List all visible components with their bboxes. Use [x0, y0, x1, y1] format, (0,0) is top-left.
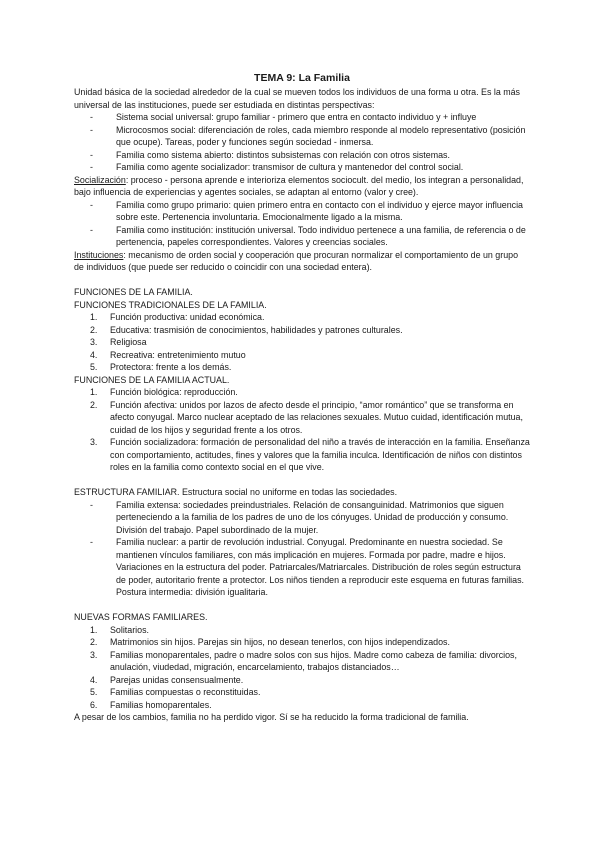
funciones-tradicionales-heading: FUNCIONES TRADICIONALES DE LA FAMILIA. — [74, 299, 267, 310]
list-item: - Familia como agente socializador: transmisor de cultura y mantenedor del control social. — [86, 161, 530, 174]
socializacion-list — [74, 199, 530, 249]
list-item: 1. Función biológica: reproducción. — [90, 387, 238, 397]
list-item: 2. Educativa: trasmisión de conocimientos, habilidades y patrones culturales. — [90, 324, 403, 335]
closing-paragraph: A pesar de los cambios, familia no ha perdido vigor. Sí se ha reducido la forma tradicional de familia. — [74, 712, 469, 722]
list-item: - Familia como institución: institución universal. Todo individuo pertenece a una familia, de referencia o de pertenencia, papeles correspondientes. Valores y creencias sociales. — [86, 224, 530, 249]
spacer — [74, 474, 530, 487]
socializacion-term: Socialización — [74, 174, 126, 185]
socializacion-text: : proceso - persona aprende e interioriza elementos sociocult. del medio, los integran a personalidad, bajo influencia de experiencias y agentes sociales, se adaptan al entorno (valor y cree). — [74, 174, 524, 197]
intro-paragraph: Unidad básica de la sociedad alrededor de la cual se mueven todos los individuos de una forma u otra. Es la más universal de las instituciones, puede ser estudiada en distintas perspectivas: — [74, 87, 520, 110]
list-item: 3. Familias monoparentales, padre o madre solos con sus hijos. Madre como cabeza de familia: divorcios, anulación, viudedad, migración, encarcelamiento, trabajos distanciados… — [90, 649, 517, 672]
list-item: 5. Familias compuestas o reconstituidas. — [90, 687, 261, 697]
nuevas-list — [74, 624, 530, 712]
list-item: 1. Función productiva: unidad económica. — [90, 312, 265, 322]
list-item: - Familia como grupo primario: quien primero entra en contacto con el individuo y ejerce mayor influencia sobre este. Pertenencia involuntaria. Emocionalmente ligado a la misma. — [86, 199, 530, 224]
funciones-tradicionales-list — [74, 311, 530, 374]
list-item: - Sistema social universal: grupo familiar - primero que entra en contacto individuo y + influye — [86, 111, 530, 124]
instituciones-paragraph — [74, 249, 530, 274]
list-item: 3. Función socializadora: formación de personalidad del niño a través de interacción en la familia. Enseñanza con comportamiento, actitudes, fines y valores que la familia inculca. Identificación de niños con distintos roles en la familia como contexto social en el que vive. — [90, 437, 530, 472]
spacer — [74, 599, 530, 612]
funciones-heading: FUNCIONES DE LA FAMILIA. — [74, 287, 193, 297]
list-item: 2. Función afectiva: unidos por lazos de afecto desde el principio, “amor romántico” que se transforma en afecto conyugal. Marco nuclear aceptado de las relaciones sexuales. Mutuo cuidad, identificación mutua, cuidad de los hijos y seguridad frente a los otros. — [90, 399, 523, 435]
perspectives-list — [74, 111, 530, 174]
socializacion-paragraph — [74, 174, 530, 199]
list-item: - Familia como sistema abierto: distintos subsistemas con relación con otros sistemas. — [86, 149, 530, 162]
list-item: - Microcosmos social: diferenciación de roles, cada miembro responde al modelo representativo (posición que ocupe). Tareas, poder y funciones según sociedad - inmersa. — [86, 124, 530, 149]
list-item: 2. Matrimonios sin hijos. Parejas sin hijos, no desean tenerlos, con hijos independizados. — [90, 637, 450, 647]
estructura-list — [74, 499, 530, 599]
nuevas-heading: NUEVAS FORMAS FAMILIARES. — [74, 612, 208, 622]
estructura-heading: ESTRUCTURA FAMILIAR. Estructura social no uniforme en todas las sociedades. — [74, 487, 398, 497]
funciones-actual-heading: FUNCIONES DE LA FAMILIA ACTUAL. — [74, 374, 230, 385]
list-item: 3. Religiosa — [90, 337, 147, 347]
list-item: 1. Solitarios. — [90, 624, 149, 635]
spacer — [74, 274, 530, 287]
document-page — [74, 72, 530, 724]
page-title: TEMA 9: La Familia — [254, 72, 350, 84]
list-item: 5. Protectora: frente a los demás. — [90, 362, 232, 372]
instituciones-term: Instituciones — [74, 249, 124, 260]
list-item: - Familia extensa: sociedades preindustriales. Relación de consanguinidad. Matrimonios que siguen perteneciendo a la familia de los padres de uno de los cónyuges. Unidad de producción y consumo. División del trabajo. Papel subordinado de la mujer. — [86, 499, 530, 537]
funciones-actual-list — [74, 386, 530, 474]
list-item: 4. Parejas unidas consensualmente. — [90, 674, 244, 685]
list-item: - Familia nuclear: a partir de revolución industrial. Conyugal. Predominante en nuestra sociedad. Se mantienen vínculos familiares, con más implicación en mujeres. Formada por padre, madre e hijos. Variaciones en la estructura del poder. Patriarcales/Matriarcales. Distribución de roles según estructura de poder, autoritario frente a protector. Los niños tienden a reproducir este esquema en futuras familias. Postura intermedia: división igualitaria. — [86, 536, 530, 599]
list-item: 4. Recreativa: entretenimiento mutuo — [90, 349, 246, 360]
instituciones-text: : mecanismo de orden social y cooperación que procuran normalizar el comportamiento de un grupo de individuos (que puede ser reducido o coincidir con una sociedad entera). — [74, 249, 519, 272]
list-item: 6. Familias homoparentales. — [90, 699, 212, 710]
